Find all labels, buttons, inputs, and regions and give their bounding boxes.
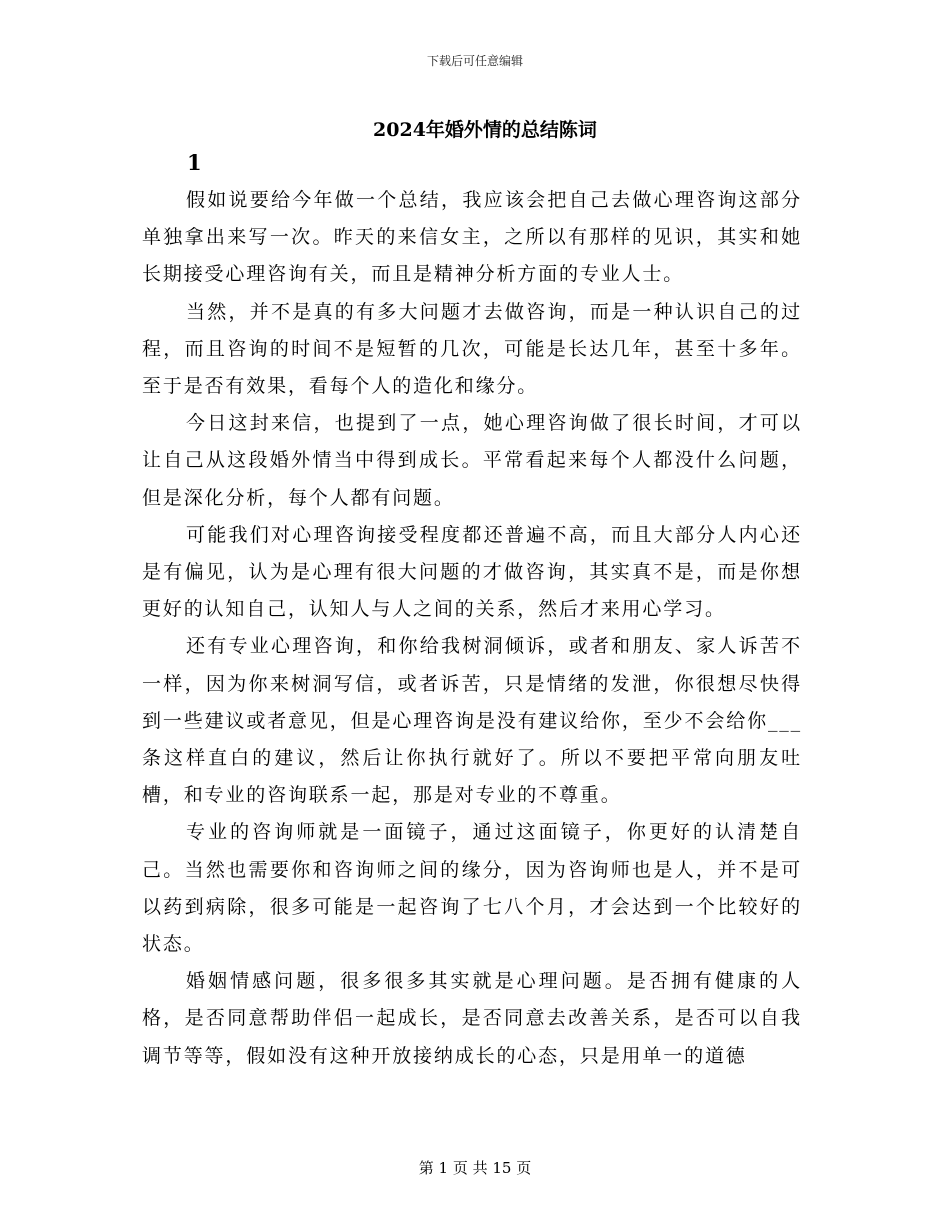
paragraph-2: 当然，并不是真的有多大问题才去做咨询，而是一种认识自己的过程，而且咨询的时间不是短暂的几次，可能是长达几年，甚至十多年。至于是否有效果，看每个人的造化和缘分。 xyxy=(142,300,802,398)
document-body xyxy=(142,182,802,1075)
paragraph-6: 专业的咨询师就是一面镜子，通过这面镜子，你更好的认清楚自己。当然也需要你和咨询师之间的缘分，因为咨询师也是人，并不是可以药到病除，很多可能是一起咨询了七八个月，才会达到一个比较好的状态。 xyxy=(142,821,802,956)
page-number: 第 1 页 共 15 页 xyxy=(418,1159,532,1177)
paragraph-3: 今日这封来信，也提到了一点，她心理咨询做了很长时间，才可以让自己从这段婚外情当中得到成长。平常看起来每个人都没什么问题，但是深化分析，每个人都有问题。 xyxy=(142,412,802,509)
document-title: 2024年婚外情的总结陈词 xyxy=(373,119,597,141)
section-number: 1 xyxy=(187,150,202,175)
paragraph-4: 可能我们对心理咨询接受程度都还普遍不高，而且大部分人内心还是有偏见，认为是心理有很大问题的才做咨询，其实真不是，而是你想更好的认知自己，认知人与人之间的关系，然后才来用心学习。 xyxy=(142,523,802,621)
paragraph-5: 还有专业心理咨询，和你给我树洞倾诉，或者和朋友、家人诉苦不一样，因为你来树洞写信，或者诉苦，只是情绪的发泄，你很想尽快得到一些建议或者意见，但是心理咨询是没有建议给你，至少不会给你___条这样直白的建议，然后让你执行就好了。所以不要把平常向朋友吐槽，和专业的咨询联系一起，那是对专业的不尊重。 xyxy=(142,635,802,807)
page-header-note: 下载后可任意编辑 xyxy=(426,54,523,68)
paragraph-7: 婚姻情感问题，很多很多其实就是心理问题。是否拥有健康的人格，是否同意帮助伴侣一起成长，是否同意去改善关系，是否可以自我调节等等，假如没有这种开放接纳成长的心态，只是用单一的道德 xyxy=(142,970,802,1067)
paragraph-1: 假如说要给今年做一个总结，我应该会把自己去做心理咨询这部分单独拿出来写一次。昨天的来信女主，之所以有那样的见识，其实和她长期接受心理咨询有关，而且是精神分析方面的专业人士。 xyxy=(142,189,802,286)
